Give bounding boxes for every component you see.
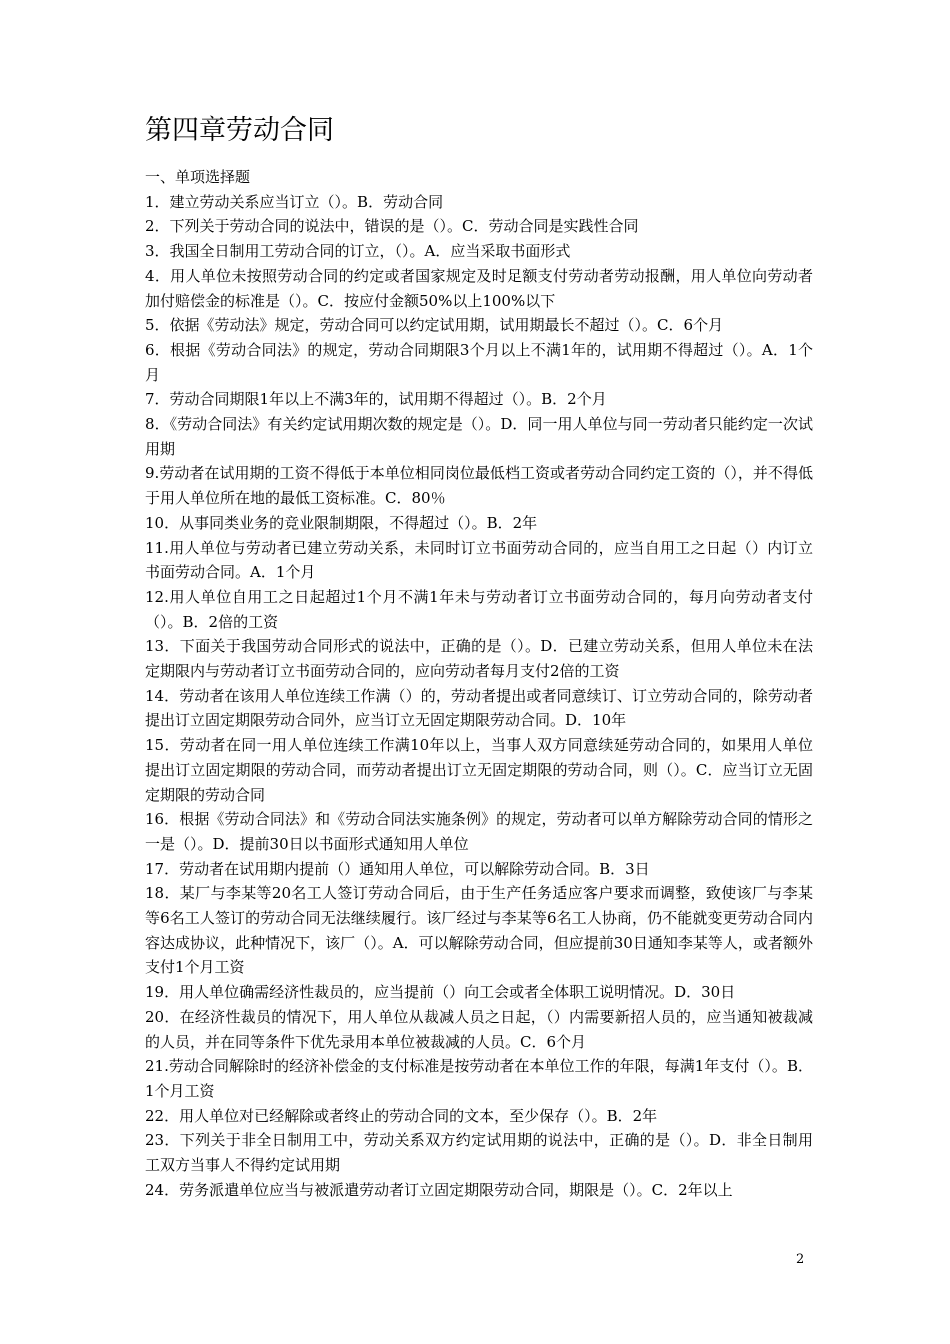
question-item: 6．根据《劳动合同法》的规定，劳动合同期限3个月以上不满1年的，试用期不得超过（）。A．1个月 [145, 340, 813, 384]
question-item: 20．在经济性裁员的情况下，用人单位从裁减人员之日起，（）内需要新招人员的，应当通知被裁减的人员，并在同等条件下优先录用本单位被裁减的人员。C．6个月 [145, 1007, 813, 1051]
section-heading: 一、单项选择题 [145, 168, 251, 186]
question-item: 10．从事同类业务的竞业限制期限，不得超过（）。B．2年 [145, 513, 538, 532]
chapter-title: 第四章劳动合同 [145, 115, 334, 146]
question-item: 7．劳动合同期限1年以上不满3年的，试用期不得超过（）。B．2个月 [145, 390, 607, 409]
question-item: 23．下列关于非全日制用工中，劳动关系双方约定试用期的说法中，正确的是（）。D．非全日制用工双方当事人不得约定试用期 [145, 1131, 813, 1175]
question-item: 8．《劳动合同法》有关约定试用期次数的规定是（）。D．同一用人单位与同一劳动者只能约定一次试用期 [145, 415, 813, 458]
question-item: 1．建立劳动关系应当订立（）。B．劳动合同 [145, 192, 444, 211]
question-item: 5．依据《劳动法》规定，劳动合同可以约定试用期，试用期最长不超过（）。C．6个月 [145, 316, 724, 335]
question-item: 2．下列关于劳动合同的说法中，错误的是（）。C．劳动合同是实践性合同 [145, 217, 639, 236]
question-item: 19．用人单位确需经济性裁员的，应当提前（）向工会或者全体职工说明情况。D．30日 [145, 983, 736, 1002]
question-item: 3．我国全日制用工劳动合同的订立，（）。A．应当采取书面形式 [145, 242, 571, 261]
question-item: 17．劳动者在试用期内提前（）通知用人单位，可以解除劳动合同。B．3日 [145, 859, 650, 878]
question-item: 22．用人单位对已经解除或者终止的劳动合同的文本，至少保存（）。B．2年 [145, 1106, 658, 1125]
question-item: 18．某厂与李某等20名工人签订劳动合同后，由于生产任务适应客户要求而调整，致使该厂与李某等6名工人签订的劳动合同无法继续履行。该厂经过与李某等6名工人协商，仍不能就变更劳动合同内容达成协议，此种情况下，该厂（）。A．可以解除劳动合同，但应提前30日通知李某等人，或者额外支付1个月工资 [145, 884, 813, 977]
question-item: 21.劳动合同解除时的经济补偿金的支付标准是按劳动者在本单位工作的年限，每满1年支付（）。B．1个月工资 [145, 1057, 813, 1100]
question-item: 4．用人单位未按照劳动合同的约定或者国家规定及时足额支付劳动者劳动报酬，用人单位向劳动者加付赔偿金的标准是（）。C．按应付金额50%以上100%以下 [145, 266, 813, 310]
question-item: 24．劳务派遣单位应当与被派遣劳动者订立固定期限劳动合同，期限是（）。C．2年以上 [145, 1180, 733, 1199]
question-item: 14．劳动者在该用人单位连续工作满（）的，劳动者提出或者同意续订、订立劳动合同的，除劳动者提出订立固定期限劳动合同外，应当订立无固定期限劳动合同。D．10年 [145, 686, 813, 730]
question-list [145, 190, 813, 1203]
question-item: 12.用人单位自用工之日起超过1个月不满1年未与劳动者订立书面劳动合同的，每月向劳动者支付（）。B．2倍的工资 [145, 587, 813, 631]
question-item: 15．劳动者在同一用人单位连续工作满10年以上，当事人双方同意续延劳动合同的，如果用人单位提出订立固定期限的劳动合同，而劳动者提出订立无固定期限的劳动合同，则（）。C．应当订立无固定期限的劳动合同 [145, 736, 813, 804]
question-item: 13．下面关于我国劳动合同形式的说法中，正确的是（）。D．已建立劳动关系，但用人单位未在法定期限内与劳动者订立书面劳动合同的，应向劳动者每月支付2倍的工资 [145, 637, 813, 681]
question-item: 16．根据《劳动合同法》和《劳动合同法实施条例》的规定，劳动者可以单方解除劳动合同的情形之一是（）。D．提前30日以书面形式通知用人单位 [145, 810, 813, 853]
question-item: 11.用人单位与劳动者已建立劳动关系，未同时订立书面劳动合同的，应当自用工之日起（）内订立书面劳动合同。A．1个月 [145, 538, 813, 582]
page-number: 2 [796, 1252, 805, 1267]
question-item: 9.劳动者在试用期的工资不得低于本单位相同岗位最低档工资或者劳动合同约定工资的（），并不得低于用人单位所在地的最低工资标准。C．80％ [145, 464, 813, 508]
